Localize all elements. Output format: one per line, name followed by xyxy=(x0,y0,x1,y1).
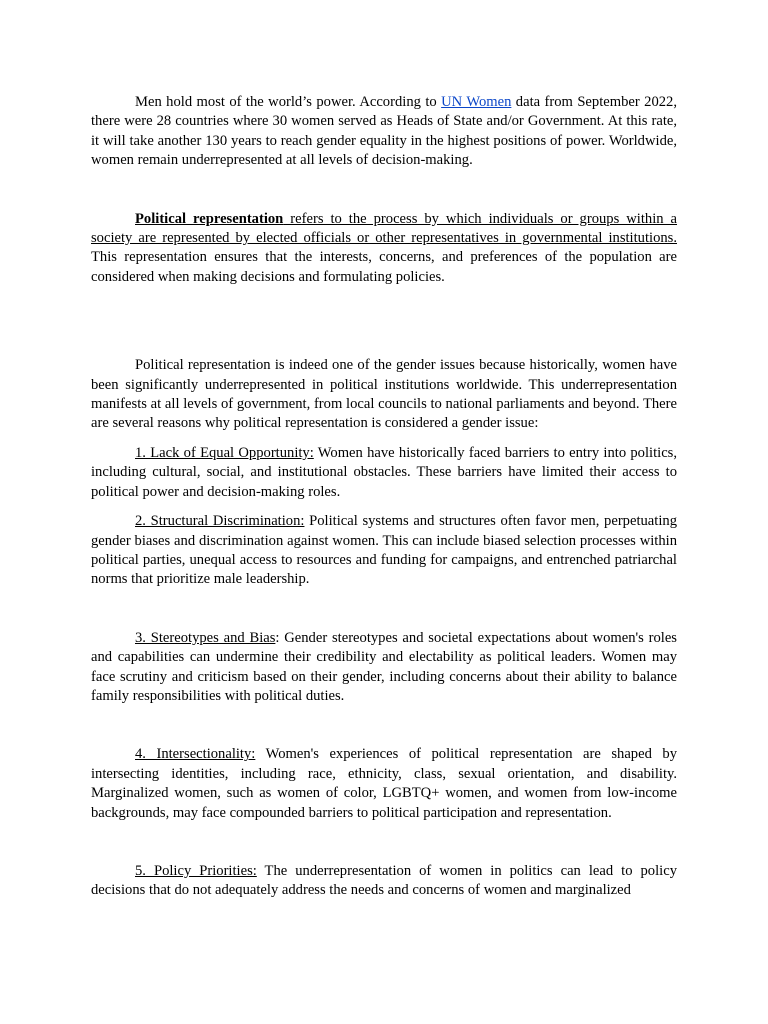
reason-item xyxy=(91,512,677,590)
reason-heading: 2. Structural Discrimination: xyxy=(135,513,305,530)
reason-item xyxy=(91,862,677,901)
gender-issue-paragraph xyxy=(91,356,677,434)
reason-heading: 5. Policy Priorities: xyxy=(135,862,257,879)
definition-underlined xyxy=(91,211,677,246)
reason-heading: 4. Intersectionality: xyxy=(135,746,256,763)
gender-issue-text: Political representation is indeed one of the gender issues because historically, women have been significantly underrepresented in political institutions worldwide. This underrepresentation manifests at all levels of government, from local councils to national parliaments and beyond. There are several reasons why political representation is considered a gender issue: xyxy=(91,357,677,432)
intro-text-before-link: Men hold most of the world’s power. According to xyxy=(135,94,442,110)
document-page xyxy=(91,93,677,901)
reason-item xyxy=(91,629,677,707)
definition-text: refers to the process by which individuals or groups within a society are represented by elected officials or other representatives in governmental institutions. xyxy=(91,210,678,247)
reason-body: Political systems and structures often favor men, perpetuating gender biases and discrimination against women. This can include biased selection processes within political parties, unequal access to resources and funding for campaigns, and entrenched patriarchal norms that prioritize male leadership. xyxy=(91,513,677,588)
reason-body: Women's experiences of political representation are shaped by intersecting identities, including race, ethnicity, class, sexual orientation, and disability. Marginalized women, such as women of color, LGBTQ+ women, and women from low-income backgrounds, may face compounded barriers to political participation and representation. xyxy=(91,746,677,821)
reason-body: : Gender stereotypes and societal expectations about women's roles and capabilities can undermine their credibility and electability as political leaders. Women may face scrutiny and criticism based on their gender, including concerns about their ability to balance family responsibilities with political duties. xyxy=(91,629,677,704)
definition-term: Political representation xyxy=(135,210,284,227)
intro-text-after-link: data from September 2022, there were 28 countries where 30 women served as Heads of State and/or Government. At this rate, it will take another 130 years to reach gender equality in the highest positions of power. Worldwide, women remain underrepresented at all levels of decision-making. xyxy=(91,94,677,169)
un-women-link[interactable]: UN Women xyxy=(441,94,512,110)
reason-body: The underrepresentation of women in politics can lead to policy decisions that do not adequately address the needs and concerns of women and marginalized xyxy=(91,862,677,899)
reason-body: Women have historically faced barriers to entry into politics, including cultural, social, and institutional obstacles. These barriers have limited their access to political power and decision-making roles. xyxy=(91,444,677,500)
definition-paragraph xyxy=(91,210,677,288)
reason-heading: 1. Lack of Equal Opportunity: xyxy=(135,444,314,461)
reason-item xyxy=(91,444,677,502)
definition-rest: This representation ensures that the interests, concerns, and preferences of the population are considered when making decisions and formulating policies. xyxy=(91,249,677,285)
reason-heading: 3. Stereotypes and Bias xyxy=(135,629,276,646)
reason-item xyxy=(91,745,677,823)
intro-paragraph xyxy=(91,93,677,171)
